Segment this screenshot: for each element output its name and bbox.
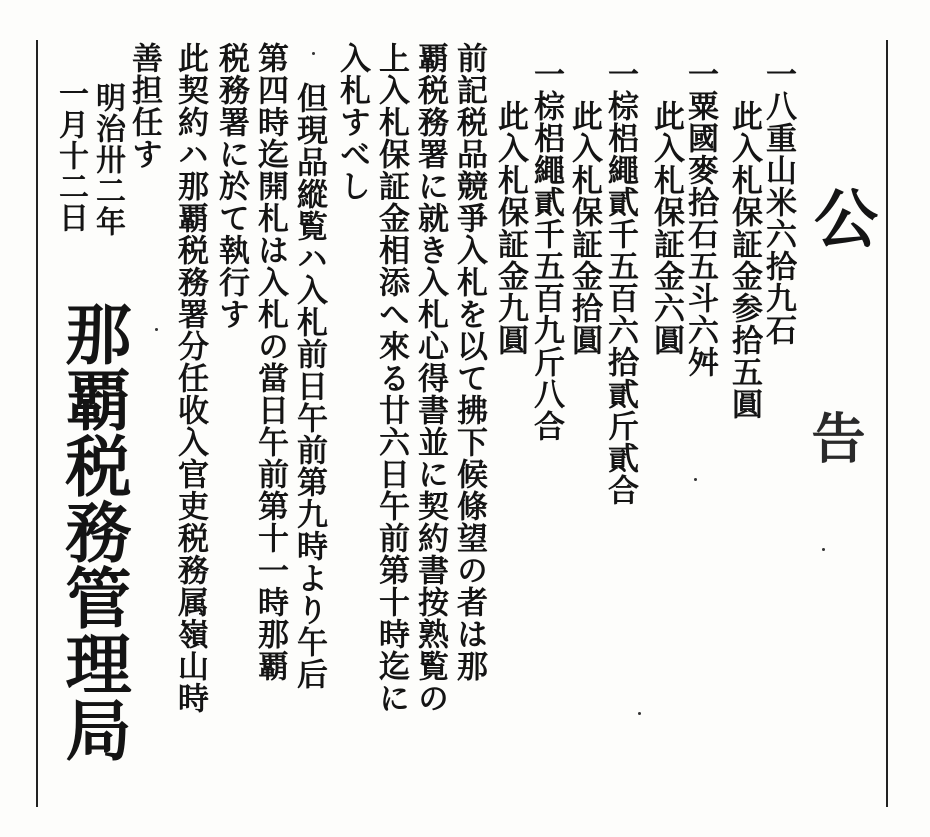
body-line-8: 此契約ハ那覇税務署分任收入官吏税務属嶺山時 (172, 42, 208, 714)
ink-speck (155, 328, 158, 331)
body-line-6: 第四時迄開札は入札の當日午前第十一時那覇 (252, 42, 288, 682)
notice-title-second-char: 告 (803, 410, 867, 464)
ink-speck (822, 548, 825, 551)
item-2-deposit: 此入札保証金六圓 (648, 100, 684, 356)
notice-title-first-char: 公 (803, 185, 878, 249)
body-line-1: 前記税品競爭入札を以て拂下候條望の者は那 (451, 42, 487, 682)
body-line-3: 上入札保証金相添へ來る廿六日午前第十時迄に (373, 42, 409, 714)
ink-speck (638, 712, 641, 715)
body-line-9: 善担任す (126, 42, 162, 170)
left-border-rule (36, 40, 38, 807)
ink-speck (312, 52, 315, 55)
item-1-rice: 一八重山米六拾九石 (760, 58, 796, 346)
ink-speck (694, 478, 697, 481)
date-month-day: 一月十二日 (53, 78, 88, 233)
item-1-deposit: 此入札保証金参拾五圓 (726, 100, 762, 420)
date-era-year: 明治卅二年 (90, 82, 125, 237)
issuing-agency: 那覇税務管理局 (54, 300, 132, 762)
item-4-deposit: 此入札保証金九圓 (492, 100, 528, 356)
body-line-2: 覇税務署に就き入札心得書並に契約書按熟覧の (412, 42, 448, 714)
item-2-wheat: 一粟國麥拾石五斗六舛 (682, 58, 718, 378)
body-line-7: 税務署に於て執行す (213, 42, 249, 330)
item-3-deposit: 此入札保証金拾圓 (566, 100, 602, 356)
right-border-rule (886, 40, 888, 807)
item-3-palm-rope: 一棕梠繩貳千五百六拾貳斤貳合 (602, 58, 638, 506)
body-line-4: 入札すべし (334, 42, 370, 202)
body-line-5: 但現品縱覧ハ入札前日午前第九時より午后 (291, 82, 327, 690)
item-4-palm-rope: 一棕梠繩貳千五百九斤八合 (528, 58, 564, 442)
